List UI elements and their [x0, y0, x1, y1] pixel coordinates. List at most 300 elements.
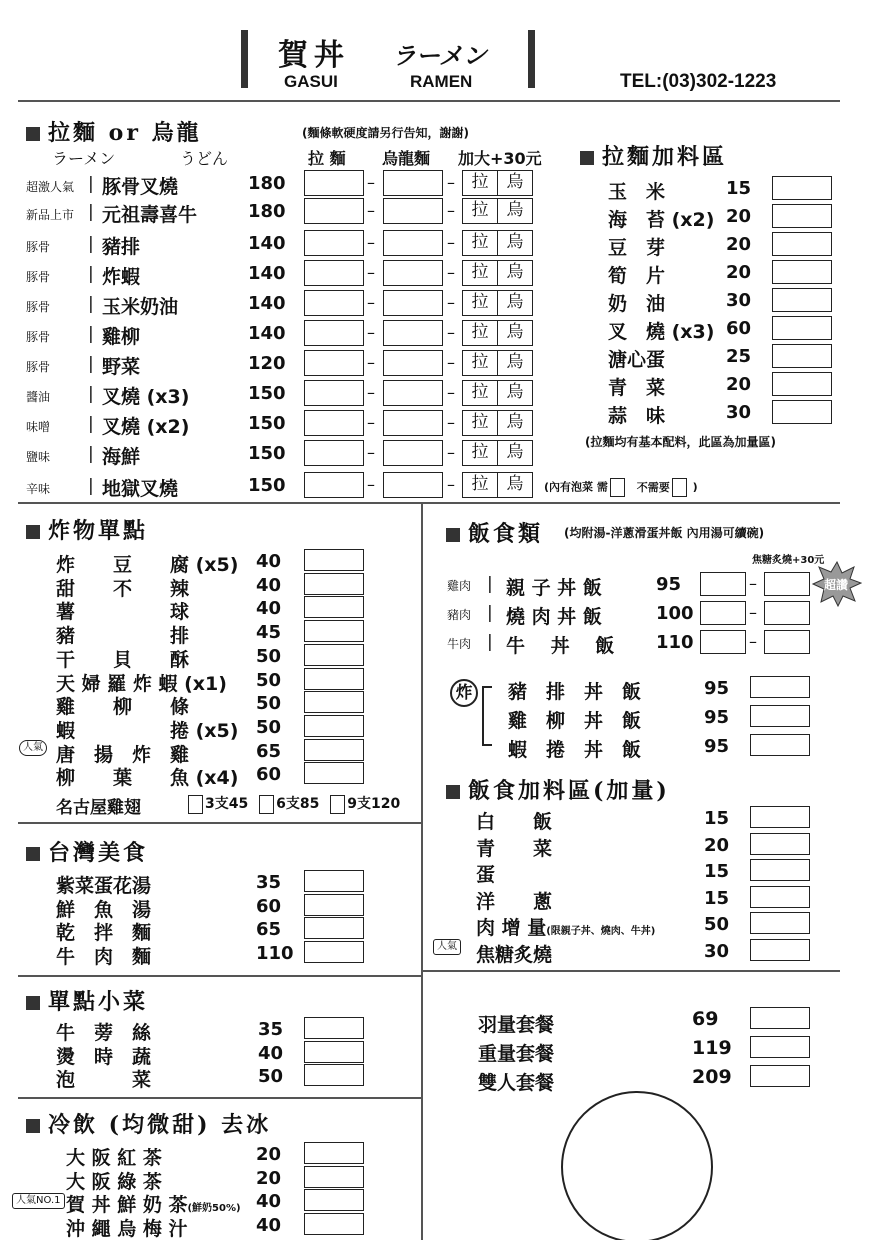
ramen-addon-price: 30: [726, 290, 752, 311]
fried-items-name: 唐 揚 炸 雞: [56, 743, 190, 766]
rice-addon-qty-box[interactable]: [750, 912, 810, 934]
rice-separator: |: [487, 632, 493, 652]
rice-qty-box[interactable]: [700, 601, 746, 625]
dash: –: [749, 574, 757, 593]
large-udon-option[interactable]: 烏: [497, 230, 533, 256]
taiwan-items-qty-box[interactable]: [304, 941, 364, 963]
ramen-separator: |: [88, 264, 94, 284]
fried-items-qty-box[interactable]: [304, 596, 364, 618]
rice-bottom-rule: [422, 970, 840, 972]
ramen-addon-price: 60: [726, 318, 752, 339]
taiwan-items-name: 乾 拌 麵: [56, 922, 152, 944]
ramen-sub-ramen: ラーメン: [52, 149, 116, 168]
taiwan-items-qty-box[interactable]: [304, 870, 364, 892]
rice-note: (均附湯-洋蔥滑蛋丼飯 內用湯可續碗): [564, 526, 765, 540]
fried-items-name: 天 婦 羅 炸 蝦 (x1): [56, 672, 227, 695]
udon-qty-box[interactable]: [383, 230, 443, 256]
drink-name-text: 大 阪 紅 茶: [66, 1147, 162, 1169]
sides-items-qty-box[interactable]: [304, 1064, 364, 1086]
set-qty-box[interactable]: [750, 1065, 810, 1087]
ramen-addon-name: 叉 燒 (x3): [608, 321, 715, 343]
fried-items-name: 薯 球: [56, 601, 190, 624]
sides-items-price: 40: [258, 1042, 284, 1064]
ramen-qty-box[interactable]: [304, 440, 364, 466]
ramen-item-price: 140: [248, 293, 286, 314]
drink-price: 20: [256, 1167, 282, 1189]
ramen-tag: 醬油: [26, 390, 51, 404]
brand-jp: ラーメン: [392, 41, 487, 70]
udon-qty-box[interactable]: [383, 350, 443, 376]
fried-items-qty-box[interactable]: [304, 739, 364, 761]
ramen-addon-price: 25: [726, 346, 752, 367]
ramen-item-name: 叉燒 (x2): [102, 416, 190, 438]
rice-addon-name-text: 蛋: [476, 864, 496, 886]
ramen-separator: |: [88, 174, 94, 194]
rice-item-name: 親 子 丼 飯: [506, 577, 602, 599]
fried-mark: [450, 679, 478, 707]
ramen-separator: |: [88, 384, 94, 404]
set-price: 119: [692, 1037, 732, 1059]
set-price: 209: [692, 1066, 732, 1088]
rice-item-price: 110: [656, 632, 694, 653]
rice-caramel-qty-box[interactable]: [764, 601, 810, 625]
large-ramen-option[interactable]: 拉: [462, 380, 498, 406]
ramen-item-name: 海鮮: [102, 446, 141, 468]
ramen-item-price: 140: [248, 263, 286, 284]
ramen-qty-box[interactable]: [304, 260, 364, 286]
header-rule: [18, 100, 840, 102]
ramen-addon-qty-box[interactable]: [772, 232, 832, 256]
rice-addon-qty-box[interactable]: [750, 886, 810, 908]
rice-addon-name: [476, 834, 552, 861]
udon-qty-box[interactable]: [383, 320, 443, 346]
kimchi-need-label: 需: [596, 480, 608, 494]
ramen-addon-name: 豆 芽: [608, 237, 666, 259]
ramen-qty-box[interactable]: [304, 170, 364, 196]
wings-opt-3: 3支45: [205, 796, 249, 812]
ramen-addon-title: 拉麵加料區: [580, 140, 727, 171]
ramen-separator: |: [88, 294, 94, 314]
large-ramen-option[interactable]: 拉: [462, 290, 498, 316]
drink-popular-badge: 人氣NO.1: [12, 1193, 65, 1209]
rice-item-price: 95: [656, 574, 682, 595]
tel: TEL:(03)302-1223: [620, 71, 777, 92]
fried-items-qty-box[interactable]: [304, 644, 364, 666]
ramen-item-price: 180: [248, 173, 286, 194]
wings-row: [56, 793, 141, 818]
udon-qty-box[interactable]: [383, 440, 443, 466]
ramen-separator: |: [88, 444, 94, 464]
large-udon-option[interactable]: 烏: [497, 170, 533, 196]
ramen-addon-name: 筍 片: [608, 265, 666, 287]
ramen-item-price: 150: [248, 383, 286, 404]
drink-note: (鮮奶50%): [187, 1203, 241, 1214]
star-text: 超讚: [824, 578, 849, 592]
udon-qty-box[interactable]: [383, 472, 443, 498]
fried-items-qty-box[interactable]: [304, 573, 364, 595]
fried-items-qty-box[interactable]: [304, 668, 364, 690]
dash: –: [367, 201, 375, 220]
fried-items-name: 甜 不 辣: [56, 577, 190, 600]
ramen-addon-price: 20: [726, 234, 752, 255]
ramen-addon-name: 青 菜: [608, 377, 666, 399]
large-ramen-option[interactable]: 拉: [462, 320, 498, 346]
taiwan-items-price: 60: [256, 895, 282, 917]
rice-fried-qty-box[interactable]: [750, 705, 810, 727]
drinks-title: 冷飲 (均微甜) 去冰: [26, 1108, 271, 1139]
ramen-item-price: 150: [248, 475, 286, 496]
fried-items-price: 40: [256, 598, 282, 620]
ramen-separator: |: [88, 234, 94, 254]
ramen-sub-udon: うどん: [180, 149, 229, 168]
ramen-qty-box[interactable]: [304, 410, 364, 436]
ramen-qty-box[interactable]: [304, 230, 364, 256]
fried-title: 炸物單點: [26, 514, 148, 545]
set-price: 69: [692, 1008, 719, 1030]
rice-caramel-qty-box[interactable]: [764, 572, 810, 596]
ramen-addon-qty-box[interactable]: [772, 372, 832, 396]
dash: –: [367, 263, 375, 282]
kimchi-noneed-check[interactable]: [672, 478, 687, 497]
taiwan-items-price: 65: [256, 919, 282, 940]
taiwan-items-name: 牛 肉 麵: [56, 945, 152, 968]
drink-qty-box[interactable]: [304, 1142, 364, 1164]
rice-addon-price: 30: [704, 940, 730, 962]
col-ramen: 拉 麵: [308, 149, 346, 168]
dash: –: [447, 383, 455, 402]
rice-fried-price: 95: [704, 707, 730, 728]
ramen-qty-box[interactable]: [304, 290, 364, 316]
center-divider: [421, 502, 423, 1240]
rice-addon-qty-box[interactable]: [750, 859, 810, 881]
large-udon-option[interactable]: 烏: [497, 440, 533, 466]
ramen-addon-qty-box[interactable]: [772, 204, 832, 228]
wings-options: [188, 793, 400, 814]
fried-items-name: 豬 排: [56, 625, 190, 648]
fried-mark-text: 炸: [455, 683, 473, 703]
ramen-addon-name: 海 苔 (x2): [608, 209, 715, 231]
dash: –: [447, 201, 455, 220]
ramen-item-name: 元祖壽喜牛: [102, 204, 198, 226]
large-udon-option[interactable]: 烏: [497, 350, 533, 376]
rice-fried-price: 95: [704, 736, 730, 757]
ramen-separator: |: [88, 476, 94, 496]
set-name: 羽量套餐: [478, 1014, 555, 1036]
kimchi-option: [544, 478, 698, 497]
rice-title: 飯食類: [446, 517, 543, 548]
ramen-addon-qty-box[interactable]: [772, 400, 832, 424]
ramen-tag: 豚骨: [26, 360, 51, 374]
rice-fried-name: 蝦 捲 丼 飯: [508, 739, 642, 761]
rice-addon-name: [476, 807, 552, 834]
caramel-note: 焦糖炙燒+30元: [752, 555, 825, 566]
large-udon-option[interactable]: 烏: [497, 410, 533, 436]
drink-qty-box[interactable]: [304, 1213, 364, 1235]
fried-items-price: 50: [256, 669, 282, 691]
wings-opt-9: 9支120: [347, 796, 401, 812]
rice-addon-name: [476, 913, 655, 940]
taiwan-items-price: 110: [256, 942, 294, 964]
rice-fried-name: 豬 排 丼 飯: [508, 681, 642, 703]
ramen-addon-price: 15: [726, 178, 752, 199]
sides-items-price: 35: [258, 1019, 284, 1040]
large-udon-option[interactable]: 烏: [497, 472, 533, 498]
ramen-addon-qty-box[interactable]: [772, 316, 832, 340]
fried-bracket: [482, 686, 492, 746]
fried-items-price: 60: [256, 764, 282, 786]
fried-items-price: 40: [256, 574, 282, 596]
brand-en-1: GASUI: [284, 72, 338, 91]
rice-addon-qty-box[interactable]: [750, 833, 810, 855]
ramen-note: (麵條軟硬度請另行告知，謝謝): [302, 126, 469, 140]
set-qty-box[interactable]: [750, 1036, 810, 1058]
star-badge: [812, 561, 862, 607]
dash: –: [447, 173, 455, 192]
dash: –: [447, 353, 455, 372]
rice-tag: 豬肉: [447, 608, 472, 622]
ramen-item-price: 120: [248, 353, 286, 374]
large-udon-option[interactable]: 烏: [497, 290, 533, 316]
rice-addon-name: [476, 887, 552, 914]
ramen-item-name: 玉米奶油: [102, 296, 179, 318]
kimchi-noneed-label: 不需要: [636, 480, 670, 494]
drink-price: 40: [256, 1191, 282, 1212]
fried-items-price: 40: [256, 551, 282, 572]
kimchi-need-check[interactable]: [610, 478, 625, 497]
dash: –: [367, 173, 375, 192]
rice-addon-qty-box[interactable]: [750, 806, 810, 828]
rice-addon-price: 15: [704, 808, 730, 829]
kimchi-note: (內有泡菜: [544, 480, 594, 494]
udon-qty-box[interactable]: [383, 170, 443, 196]
rice-fried-qty-box[interactable]: [750, 676, 810, 698]
dash: –: [447, 293, 455, 312]
dash: –: [447, 413, 455, 432]
large-udon-option[interactable]: 烏: [497, 198, 533, 224]
ramen-item-name: 豬排: [102, 236, 141, 258]
ramen-addon-price: 20: [726, 374, 752, 395]
ramen-separator: |: [88, 202, 94, 222]
ramen-addon-name: 奶 油: [608, 293, 666, 315]
large-ramen-option[interactable]: 拉: [462, 472, 498, 498]
drink-qty-box[interactable]: [304, 1166, 364, 1188]
drink-price: 40: [256, 1214, 282, 1236]
rice-item-price: 100: [656, 603, 694, 624]
large-udon-option[interactable]: 烏: [497, 380, 533, 406]
ramen-title: 拉麵 or 烏龍: [26, 116, 202, 147]
large-ramen-option[interactable]: 拉: [462, 198, 498, 224]
rice-addon-price: 15: [704, 861, 730, 882]
taiwan-bottom-rule: [18, 975, 422, 977]
dash: –: [447, 233, 455, 252]
sides-items-name: 牛 蒡 絲: [56, 1022, 152, 1044]
ramen-qty-box[interactable]: [304, 320, 364, 346]
wings-check-3[interactable]: [188, 795, 203, 814]
header-bar-right: [528, 30, 535, 88]
rice-addon-price: 20: [704, 834, 730, 856]
taiwan-items-price: 35: [256, 872, 282, 893]
sides-items-name: 泡 菜: [56, 1069, 152, 1091]
rice-qty-box[interactable]: [700, 630, 746, 654]
fried-items-name: 干 貝 酥: [56, 648, 190, 671]
dash: –: [367, 323, 375, 342]
udon-qty-box[interactable]: [383, 290, 443, 316]
fried-items-qty-box[interactable]: [304, 715, 364, 737]
ramen-item-price: 150: [248, 413, 286, 434]
ramen-item-name: 豚骨叉燒: [102, 176, 179, 198]
fried-items-price: 50: [256, 716, 282, 738]
rice-addon-note: (限親子丼、燒肉、牛丼): [546, 926, 656, 937]
rice-fried-name: 雞 柳 丼 飯: [508, 710, 642, 732]
wings-check-6[interactable]: [259, 795, 274, 814]
fried-items-name: 蝦 捲 (x5): [56, 719, 239, 742]
sides-items-name: 燙 時 蔬: [56, 1045, 152, 1068]
fried-items-name: 雞 柳 條: [56, 696, 190, 719]
udon-qty-box[interactable]: [383, 410, 443, 436]
rice-separator: |: [487, 603, 493, 623]
ramen-qty-box[interactable]: [304, 380, 364, 406]
rice-addon-popular-badge: 人氣: [433, 939, 461, 955]
fried-items-name: 柳 葉 魚 (x4): [56, 767, 239, 790]
rice-fried-qty-box[interactable]: [750, 734, 810, 756]
fried-items-qty-box[interactable]: [304, 691, 364, 713]
sides-items-qty-box[interactable]: [304, 1017, 364, 1039]
ramen-item-price: 140: [248, 233, 286, 254]
rice-separator: |: [487, 574, 493, 594]
rice-addon-name-text: 肉 增 量: [476, 917, 547, 939]
col-udon: 烏龍麵: [382, 149, 431, 168]
rice-item-name: 牛 丼 飯: [506, 635, 615, 657]
fried-items-price: 50: [256, 645, 282, 667]
ramen-qty-box[interactable]: [304, 350, 364, 376]
ramen-tag: 辛味: [26, 482, 51, 496]
drink-qty-box[interactable]: [304, 1189, 364, 1211]
udon-qty-box[interactable]: [383, 260, 443, 286]
ramen-item-price: 150: [248, 443, 286, 464]
rice-addon-name: [476, 860, 495, 887]
rice-addon-price: 50: [704, 914, 730, 935]
dash: –: [367, 233, 375, 252]
ramen-qty-box[interactable]: [304, 472, 364, 498]
rice-item-name: 燒 肉 丼 飯: [506, 606, 602, 628]
ramen-item-name: 雞柳: [102, 326, 141, 348]
ramen-addon-name: 溏心蛋: [608, 349, 666, 371]
large-ramen-option[interactable]: 拉: [462, 260, 498, 286]
ramen-addon-name: 玉 米: [608, 181, 666, 203]
ramen-separator: |: [88, 414, 94, 434]
rice-addon-name: [476, 940, 552, 967]
fried-items-qty-box[interactable]: [304, 762, 364, 784]
drink-price: 20: [256, 1144, 282, 1165]
brand-en-2: RAMEN: [410, 72, 473, 91]
ramen-tag: 新品上市: [26, 208, 75, 222]
ramen-addon-qty-box[interactable]: [772, 344, 832, 368]
ramen-qty-box[interactable]: [304, 198, 364, 224]
ramen-addon-name: 蒜 味: [608, 405, 666, 427]
ramen-addon-qty-box[interactable]: [772, 176, 832, 200]
dash: –: [367, 293, 375, 312]
dash: –: [367, 443, 375, 462]
dash: –: [367, 475, 375, 494]
ramen-item-price: 140: [248, 323, 286, 344]
ramen-addon-price: 20: [726, 262, 752, 283]
rice-tag: 牛肉: [447, 637, 472, 651]
ramen-tag: 豚骨: [26, 270, 51, 284]
drink-name-text: 沖 繩 烏 梅 汁: [66, 1217, 188, 1240]
rice-caramel-qty-box[interactable]: [764, 630, 810, 654]
large-ramen-option[interactable]: 拉: [462, 440, 498, 466]
udon-qty-box[interactable]: [383, 198, 443, 224]
rice-addon-name-text: 青 菜: [476, 837, 553, 860]
udon-qty-box[interactable]: [383, 380, 443, 406]
taiwan-items-name: 鮮 魚 湯: [56, 898, 152, 921]
ramen-item-name: 叉燒 (x3): [102, 386, 190, 408]
fried-items-qty-box[interactable]: [304, 549, 364, 571]
large-ramen-option[interactable]: 拉: [462, 170, 498, 196]
ramen-addon-price: 20: [726, 206, 752, 227]
dash: –: [367, 383, 375, 402]
wings-opt-6: 6支85: [276, 796, 320, 812]
taiwan-items-qty-box[interactable]: [304, 917, 364, 939]
rice-addon-title: 飯食加料區(加量): [446, 774, 670, 805]
sides-items-qty-box[interactable]: [304, 1041, 364, 1063]
ramen-addon-qty-box[interactable]: [772, 288, 832, 312]
drink-name-text: 賀 丼 鮮 奶 茶: [66, 1194, 188, 1216]
sides-bottom-rule: [18, 1097, 422, 1099]
rice-addon-name-text: 白 飯: [476, 811, 553, 833]
ramen-tag: 超激人氣: [26, 180, 75, 194]
dash: –: [447, 323, 455, 342]
rice-qty-box[interactable]: [700, 572, 746, 596]
dash: –: [447, 263, 455, 282]
ramen-addon-qty-box[interactable]: [772, 260, 832, 284]
header-bar-left: [241, 30, 248, 88]
large-ramen-option[interactable]: 拉: [462, 350, 498, 376]
rice-addon-price: 15: [704, 887, 730, 909]
fried-items-price: 45: [256, 622, 282, 644]
fried-items-qty-box[interactable]: [304, 620, 364, 642]
fried-bottom-rule: [18, 822, 422, 824]
sides-title: 單點小菜: [26, 985, 148, 1016]
fried-items-price: 65: [256, 740, 282, 762]
ramen-bottom-rule: [18, 502, 840, 504]
fried-items-name: 炸 豆 腐 (x5): [56, 554, 239, 576]
ramen-addon-price: 30: [726, 402, 752, 423]
set-name: 重量套餐: [478, 1043, 555, 1065]
large-ramen-option[interactable]: 拉: [462, 230, 498, 256]
dash: –: [447, 475, 455, 494]
set-qty-box[interactable]: [750, 1007, 810, 1029]
rice-addon-qty-box[interactable]: [750, 939, 810, 961]
ramen-tag: 豚骨: [26, 330, 51, 344]
large-udon-option[interactable]: 烏: [497, 260, 533, 286]
dash: –: [367, 353, 375, 372]
ramen-tag: 鹽味: [26, 450, 51, 464]
ramen-tag: 味噌: [26, 420, 51, 434]
large-udon-option[interactable]: 烏: [497, 320, 533, 346]
taiwan-items-qty-box[interactable]: [304, 894, 364, 916]
wings-name: 名古屋雞翅: [56, 798, 141, 818]
stamp-circle: [561, 1091, 713, 1240]
large-ramen-option[interactable]: 拉: [462, 410, 498, 436]
taiwan-title: 台灣美食: [26, 836, 148, 867]
rice-fried-price: 95: [704, 678, 730, 699]
ramen-item-name: 地獄叉燒: [102, 478, 179, 500]
dash: –: [367, 413, 375, 432]
wings-check-9[interactable]: [330, 795, 345, 814]
rice-tag: 雞肉: [447, 579, 472, 593]
ramen-tag: 豚骨: [26, 300, 51, 314]
